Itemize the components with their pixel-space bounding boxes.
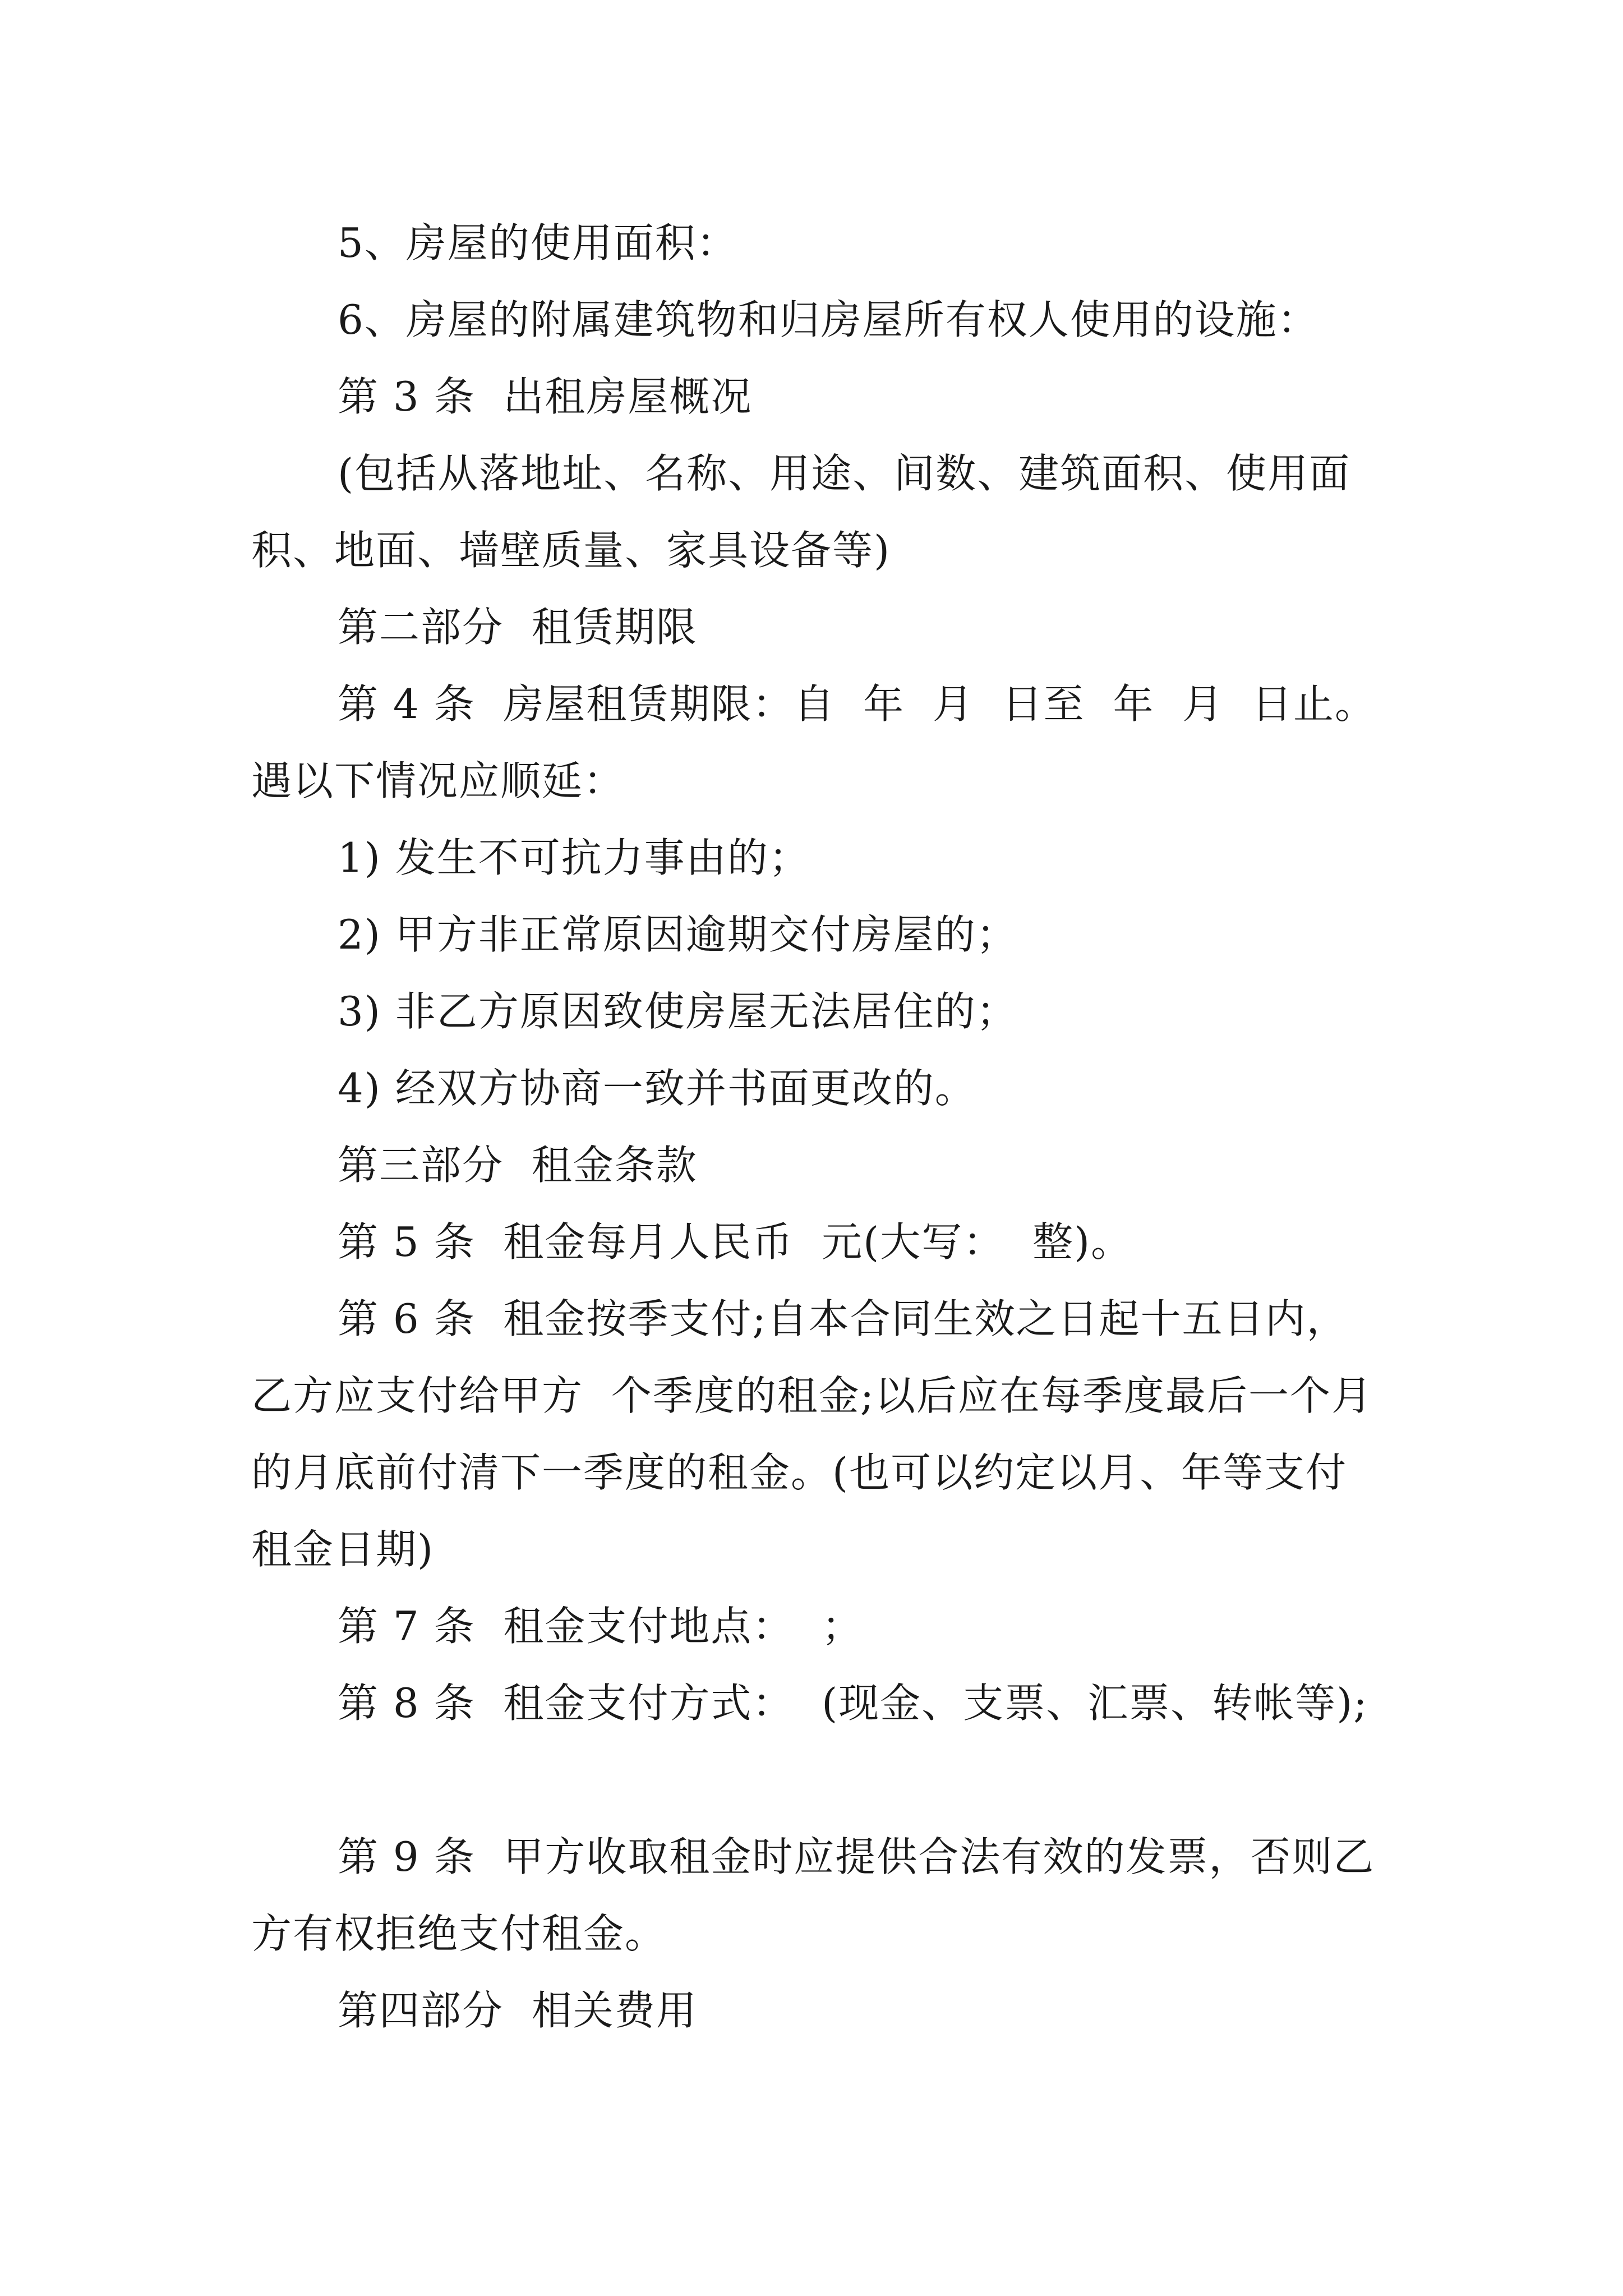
- part-heading: 第二部分 租赁期限: [338, 604, 698, 651]
- list-item: 4) 经双方协商一致并书面更改的。: [338, 1065, 976, 1112]
- part-heading: 第三部分 租金条款: [338, 1142, 698, 1189]
- paragraph: 第 4 条 房屋租赁期限：自 年 月 日至 年 月 日止。遇以下情况应顺延：: [251, 680, 1376, 804]
- paragraph: (包括从落地址、名称、用途、间数、建筑面积、使用面积、地面、墙壁质量、家具设备等): [251, 450, 1351, 574]
- paragraph: 6、房屋的附属建筑物和归房屋所有权人使用的设施：: [338, 296, 1319, 343]
- section-heading: 第 3 条 出租房屋概况: [338, 373, 753, 420]
- part-heading: 第四部分 相关费用: [338, 1987, 698, 2034]
- list-item: 3) 非乙方原因致使房屋无法居住的；: [338, 988, 1018, 1035]
- paragraph: 第 5 条 租金每月人民币 元(大写： 整)。: [338, 1218, 1133, 1266]
- paragraph: 第 7 条 租金支付地点： ；: [338, 1603, 864, 1650]
- paragraph: 5、房屋的使用面积：: [338, 219, 738, 266]
- paragraph: 第 9 条 甲方收取租金时应提供合法有效的发票，否则乙方有权拒绝支付租金。: [251, 1833, 1375, 1957]
- list-item: 1) 发生不可抗力事由的；: [338, 834, 810, 881]
- paragraph: 第 6 条 租金按季支付;自本合同生效之日起十五日内，乙方应支付给甲方 个季度的租金;以后应在每季度最后一个月的月底前付清下一季度的租金。(也可以约定以月、年等支付租金日期): [251, 1295, 1373, 1573]
- list-item: 2) 甲方非正常原因逾期交付房屋的；: [338, 911, 1018, 958]
- paragraph: 第 8 条 租金支付方式： (现金、支票、汇票、转帐等);: [338, 1680, 1368, 1727]
